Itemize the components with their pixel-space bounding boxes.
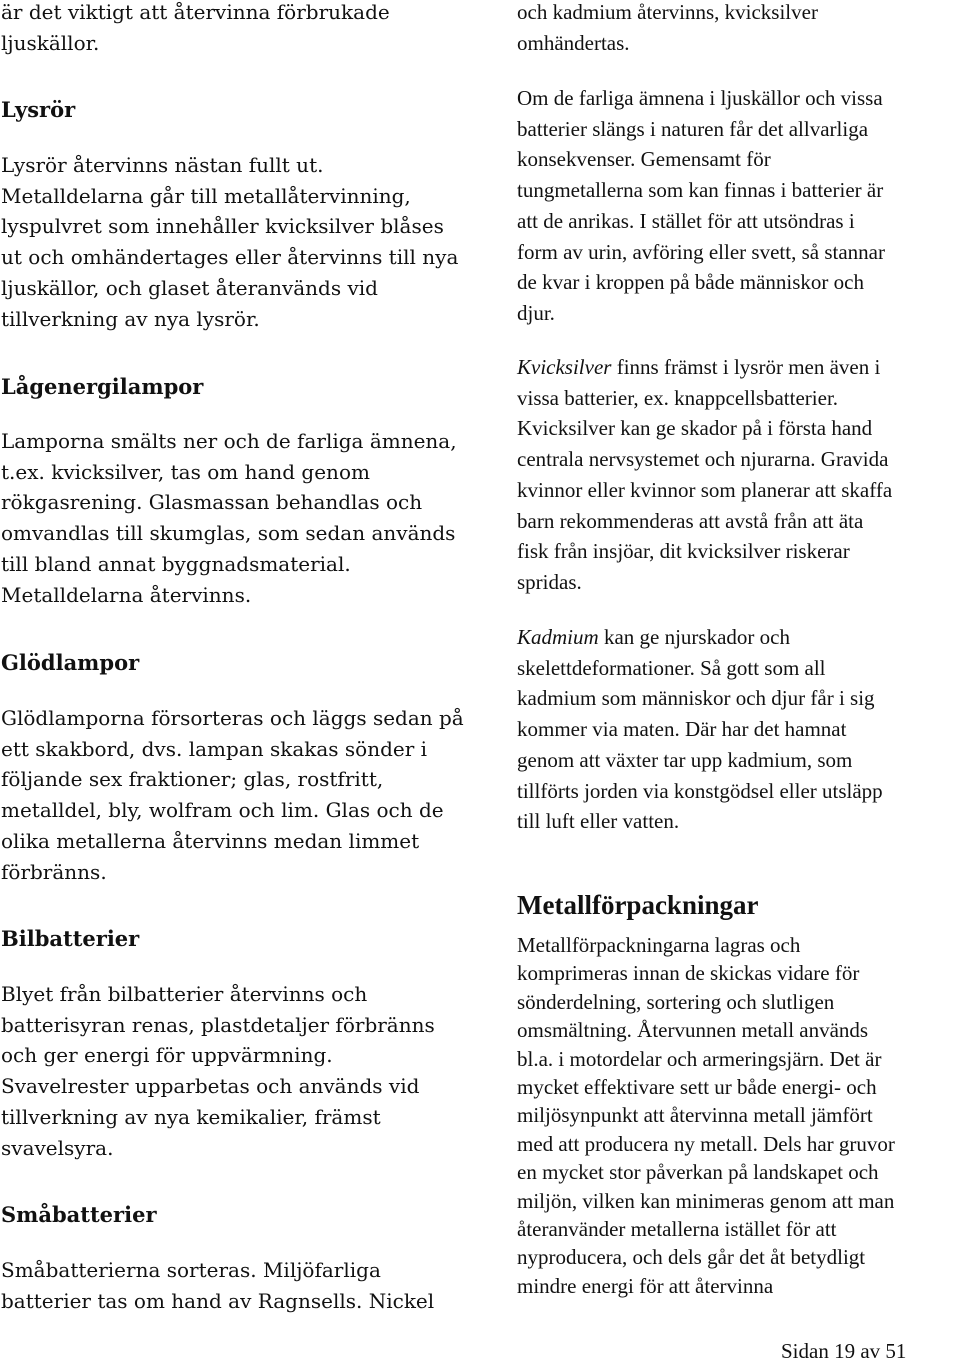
text-line: kvinnor eller kvinnor som planerar att skaffa [517, 477, 893, 502]
text-line: Glödlamporna försorteras och läggs sedan på [1, 706, 464, 730]
text-line: genom att växter tar upp kadmium, som [517, 747, 853, 772]
text-line: att de anrikas. I stället för att utsöndras i [517, 208, 855, 233]
text-line: ut och omhändertages eller återvinns till nya [1, 245, 459, 270]
text-line: omsmältning. Återvunnen metall används [517, 1018, 869, 1043]
text-line: och ger energi för uppvärmning. [1, 1043, 333, 1068]
text-line: tungmetallerna som kan finnas i batterier är [517, 178, 884, 203]
text-line: batterier tas om hand av Ragnsells. Nickel [1, 1288, 435, 1313]
text-line: svavelsyra. [1, 1135, 114, 1160]
text-line: tillverkning av nya kemikalier, främst [1, 1104, 381, 1129]
text-line: sönderdelning, sortering och slutligen [517, 989, 835, 1014]
text-line: Lysrör återvinns nästan fullt ut. [1, 153, 324, 177]
paragraph-continuation [517, 0, 957, 58]
text-line: tillverkning av nya lysrör. [1, 306, 260, 331]
paragraph-smabatterier [1, 1255, 481, 1316]
text-line: batterisyran renas, plastdetaljer förbränns [1, 1012, 435, 1037]
text-line: skelettdeformationer. Så gott som all [517, 655, 826, 680]
paragraph-glodlampor [1, 703, 481, 887]
text-line: Småbatterierna sorteras. Miljöfarliga [1, 1258, 381, 1282]
text-line: omvandlas till skumglas, som sedan används [1, 521, 456, 546]
text-line: ett skakbord, dvs. lampan skakas sönder i [1, 736, 428, 761]
paragraph-metallforpackningar [517, 931, 957, 1300]
text-line: bl.a. i motordelar och armeringsjärn. Det är [517, 1046, 882, 1071]
text-line: Blyet från bilbatterier återvinns och [1, 982, 368, 1006]
page-number: Sidan 19 av 51 [781, 1339, 907, 1363]
text-line: centrala nervsystemet och njurarna. Gravida [517, 447, 889, 472]
text-line: nyproducera, och dels går det åt betydligt [517, 1245, 866, 1270]
text-line: metalldel, bly, wolfram och lim. Glas och de [1, 798, 444, 823]
text-line: till bland annat byggnadsmaterial. [1, 551, 351, 576]
text-line: batterier slängs i naturen får det allvarliga [517, 116, 869, 141]
paragraph-farliga-amnen [517, 83, 957, 329]
term-kvicksilver: Kvicksilver [517, 355, 612, 379]
text-line: form av urin, avföring eller svett, så stannar [517, 239, 885, 264]
text-line: de kvar i kroppen på både människor och [517, 270, 864, 295]
text-line: kadmium som människor och djur får i sig [517, 686, 875, 711]
intro-paragraph [1, 0, 481, 58]
text-line: t.ex. kvicksilver, tas om hand genom [1, 459, 370, 484]
text-line: återanvänder metallerna istället för att [517, 1217, 837, 1242]
text-line: Lamporna smälts ner och de farliga ämnena, [1, 429, 457, 453]
text-line: vissa batterier, ex. knappcellsbatterier. [517, 385, 839, 410]
text-line: Metalldelarna återvinns. [1, 582, 252, 607]
text-line: ljuskällor. [1, 30, 100, 55]
text-line: fisk från insjöar, dit kvicksilver riskerar [517, 539, 850, 564]
paragraph-bilbatterier [1, 979, 481, 1163]
text-line: komprimeras innan de skickas vidare för [517, 961, 860, 986]
text-line [517, 622, 957, 653]
text-line: omhändertas. [517, 30, 630, 55]
text-line: och kadmium återvinns, kvicksilver [517, 0, 818, 24]
text-line: Om de farliga ämnena i ljuskällor och vissa [517, 86, 883, 110]
text-line [517, 352, 957, 383]
text-fragment: finns främst i lysrör men även i [611, 355, 881, 379]
paragraph-lysror [1, 150, 481, 334]
heading-glodlampor: Glödlampor [1, 650, 140, 675]
term-kadmium: Kadmium [517, 625, 599, 649]
text-line: kommer via maten. Där har det hamnat [517, 717, 847, 742]
text-line: tillförts jorden via konstgödsel eller utsläpp [517, 778, 883, 803]
text-line: djur. [517, 300, 555, 325]
text-line: följande sex fraktioner; glas, rostfritt, [1, 767, 384, 792]
text-line: Svavelrester upparbetas och används vid [1, 1074, 420, 1099]
text-line: miljösynpunkt att återvinna metall jämfört [517, 1103, 873, 1128]
text-line: barn rekommenderas att avstå från att äta [517, 508, 864, 533]
paragraph-kvicksilver [517, 352, 957, 598]
heading-lagenergilampor: Lågenergilampor [1, 374, 204, 399]
text-line: med att producera ny metall. Dels har gruvor [517, 1131, 895, 1156]
text-fragment: kan ge njurskador och [598, 625, 790, 649]
text-line: rökgasrening. Glasmassan behandlas och [1, 490, 423, 515]
text-line: mindre energi för att återvinna [517, 1273, 774, 1298]
text-line: miljön, vilken kan minimeras genom att man [517, 1188, 895, 1213]
heading-bilbatterier: Bilbatterier [1, 926, 140, 951]
heading-smabatterier: Småbatterier [1, 1202, 157, 1227]
text-line: Kvicksilver kan ge skador på i första hand [517, 416, 873, 441]
heading-lysror: Lysrör [1, 97, 76, 122]
text-line: mycket effektivare sett ur både energi- och [517, 1075, 877, 1100]
text-line: är det viktigt att återvinna förbrukade [1, 0, 390, 24]
text-line: spridas. [517, 569, 582, 594]
paragraph-kadmium [517, 622, 957, 837]
text-line: förbränns. [1, 859, 107, 884]
text-line: Metalldelarna går till metallåtervinning, [1, 183, 411, 208]
text-line: Metallförpackningarna lagras och [517, 933, 801, 957]
text-line: en mycket stor påverkan på landskapet och [517, 1160, 879, 1185]
heading-metallforpackningar: Metallförpackningar [517, 890, 759, 920]
text-line: ljuskällor, och glaset återanvänds vid [1, 275, 378, 300]
text-line: till luft eller vatten. [517, 809, 680, 834]
text-line: olika metallerna återvinns medan limmet [1, 828, 420, 853]
text-line: lyspulvret som innehåller kvicksilver blåses [1, 214, 444, 239]
paragraph-lagenergilampor [1, 426, 481, 610]
text-line: konsekvenser. Gemensamt för [517, 147, 771, 172]
